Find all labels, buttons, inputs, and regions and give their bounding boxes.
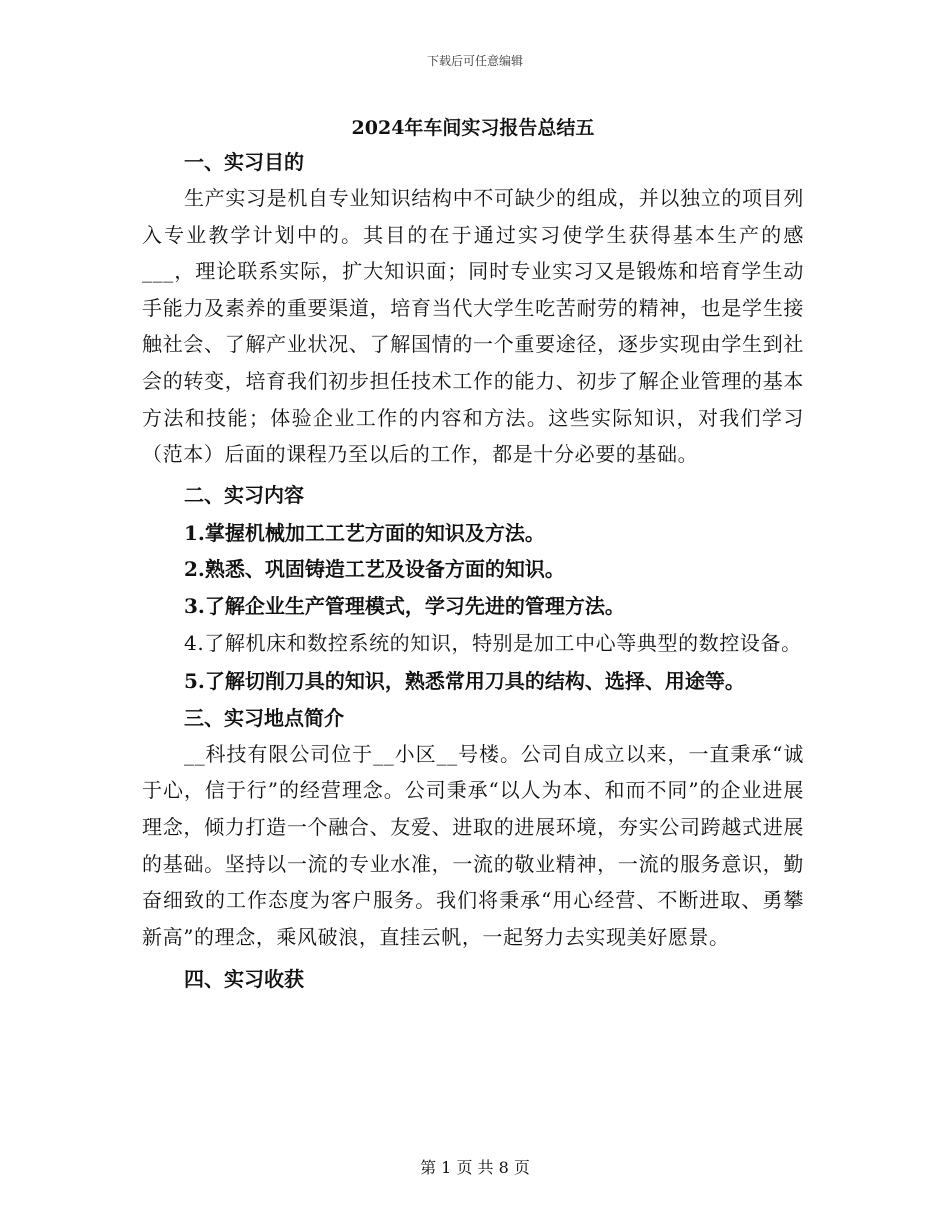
section-heading-purpose: 一、实习目的 [184, 150, 304, 174]
content-item-3: 3.了解企业生产管理模式，学习先进的管理方法。 [184, 593, 625, 618]
section-heading-gains: 四、实习收获 [184, 967, 304, 992]
content-item-5: 5.了解切削刀具的知识，熟悉常用刀具的结构、选择、用途等。 [184, 669, 745, 694]
location-paragraph: __科技有限公司位于__小区__号楼。公司自成立以来，一直秉承“诚于心，信于行”的经营理念。公司秉承“以人为本、和而不同”的企业进展理念，倾力打造一个融合、友爱、进取的进展环境，夯实公司跨越式进展的基础。坚持以一流的专业水准，一流的敬业精神，一流的服务意识，勤奋细致的工作态度为客户服务。我们将秉承“用心经营、不断进取、勇攀新高”的理念，乘风破浪，直挂云帆，一起努力去实现美好愿景。 [142, 741, 804, 949]
document-title: 2024年车间实习报告总结五 [351, 117, 595, 139]
purpose-paragraph: 生产实习是机自专业知识结构中不可缺少的组成，并以独立的项目列入专业教学计划中的。其目的在于通过实习使学生获得基本生产的感___，理论联系实际，扩大知识面；同时专业实习又是锻炼和培育学生动手能力及素养的重要渠道，培育当代大学生吃苦耐劳的精神，也是学生接触社会、了解产业状况、了解国情的一个重要途径，逐步实现由学生到社会的转变，培育我们初步担任技术工作的能力、初步了解企业管理的基本方法和技能；体验企业工作的内容和方法。这些实际知识，对我们学习（范本）后面的课程乃至以后的工作，都是十分必要的基础。 [142, 186, 804, 467]
document-body [142, 112, 804, 997]
content-item-4: 4.了解机床和数控系统的知识，特别是加工中心等典型的数控设备。 [184, 630, 802, 655]
section-heading-location: 三、实习地点简介 [184, 705, 344, 730]
page-header-note: 下载后可任意编辑 [426, 54, 523, 68]
section-heading-content: 二、实习内容 [184, 482, 304, 507]
page-number-footer: 第 1 页 共 8 页 [420, 1158, 530, 1177]
content-item-2: 2.熟悉、巩固铸造工艺及设备方面的知识。 [184, 557, 565, 582]
content-item-1: 1.掌握机械加工工艺方面的知识及方法。 [184, 520, 545, 545]
